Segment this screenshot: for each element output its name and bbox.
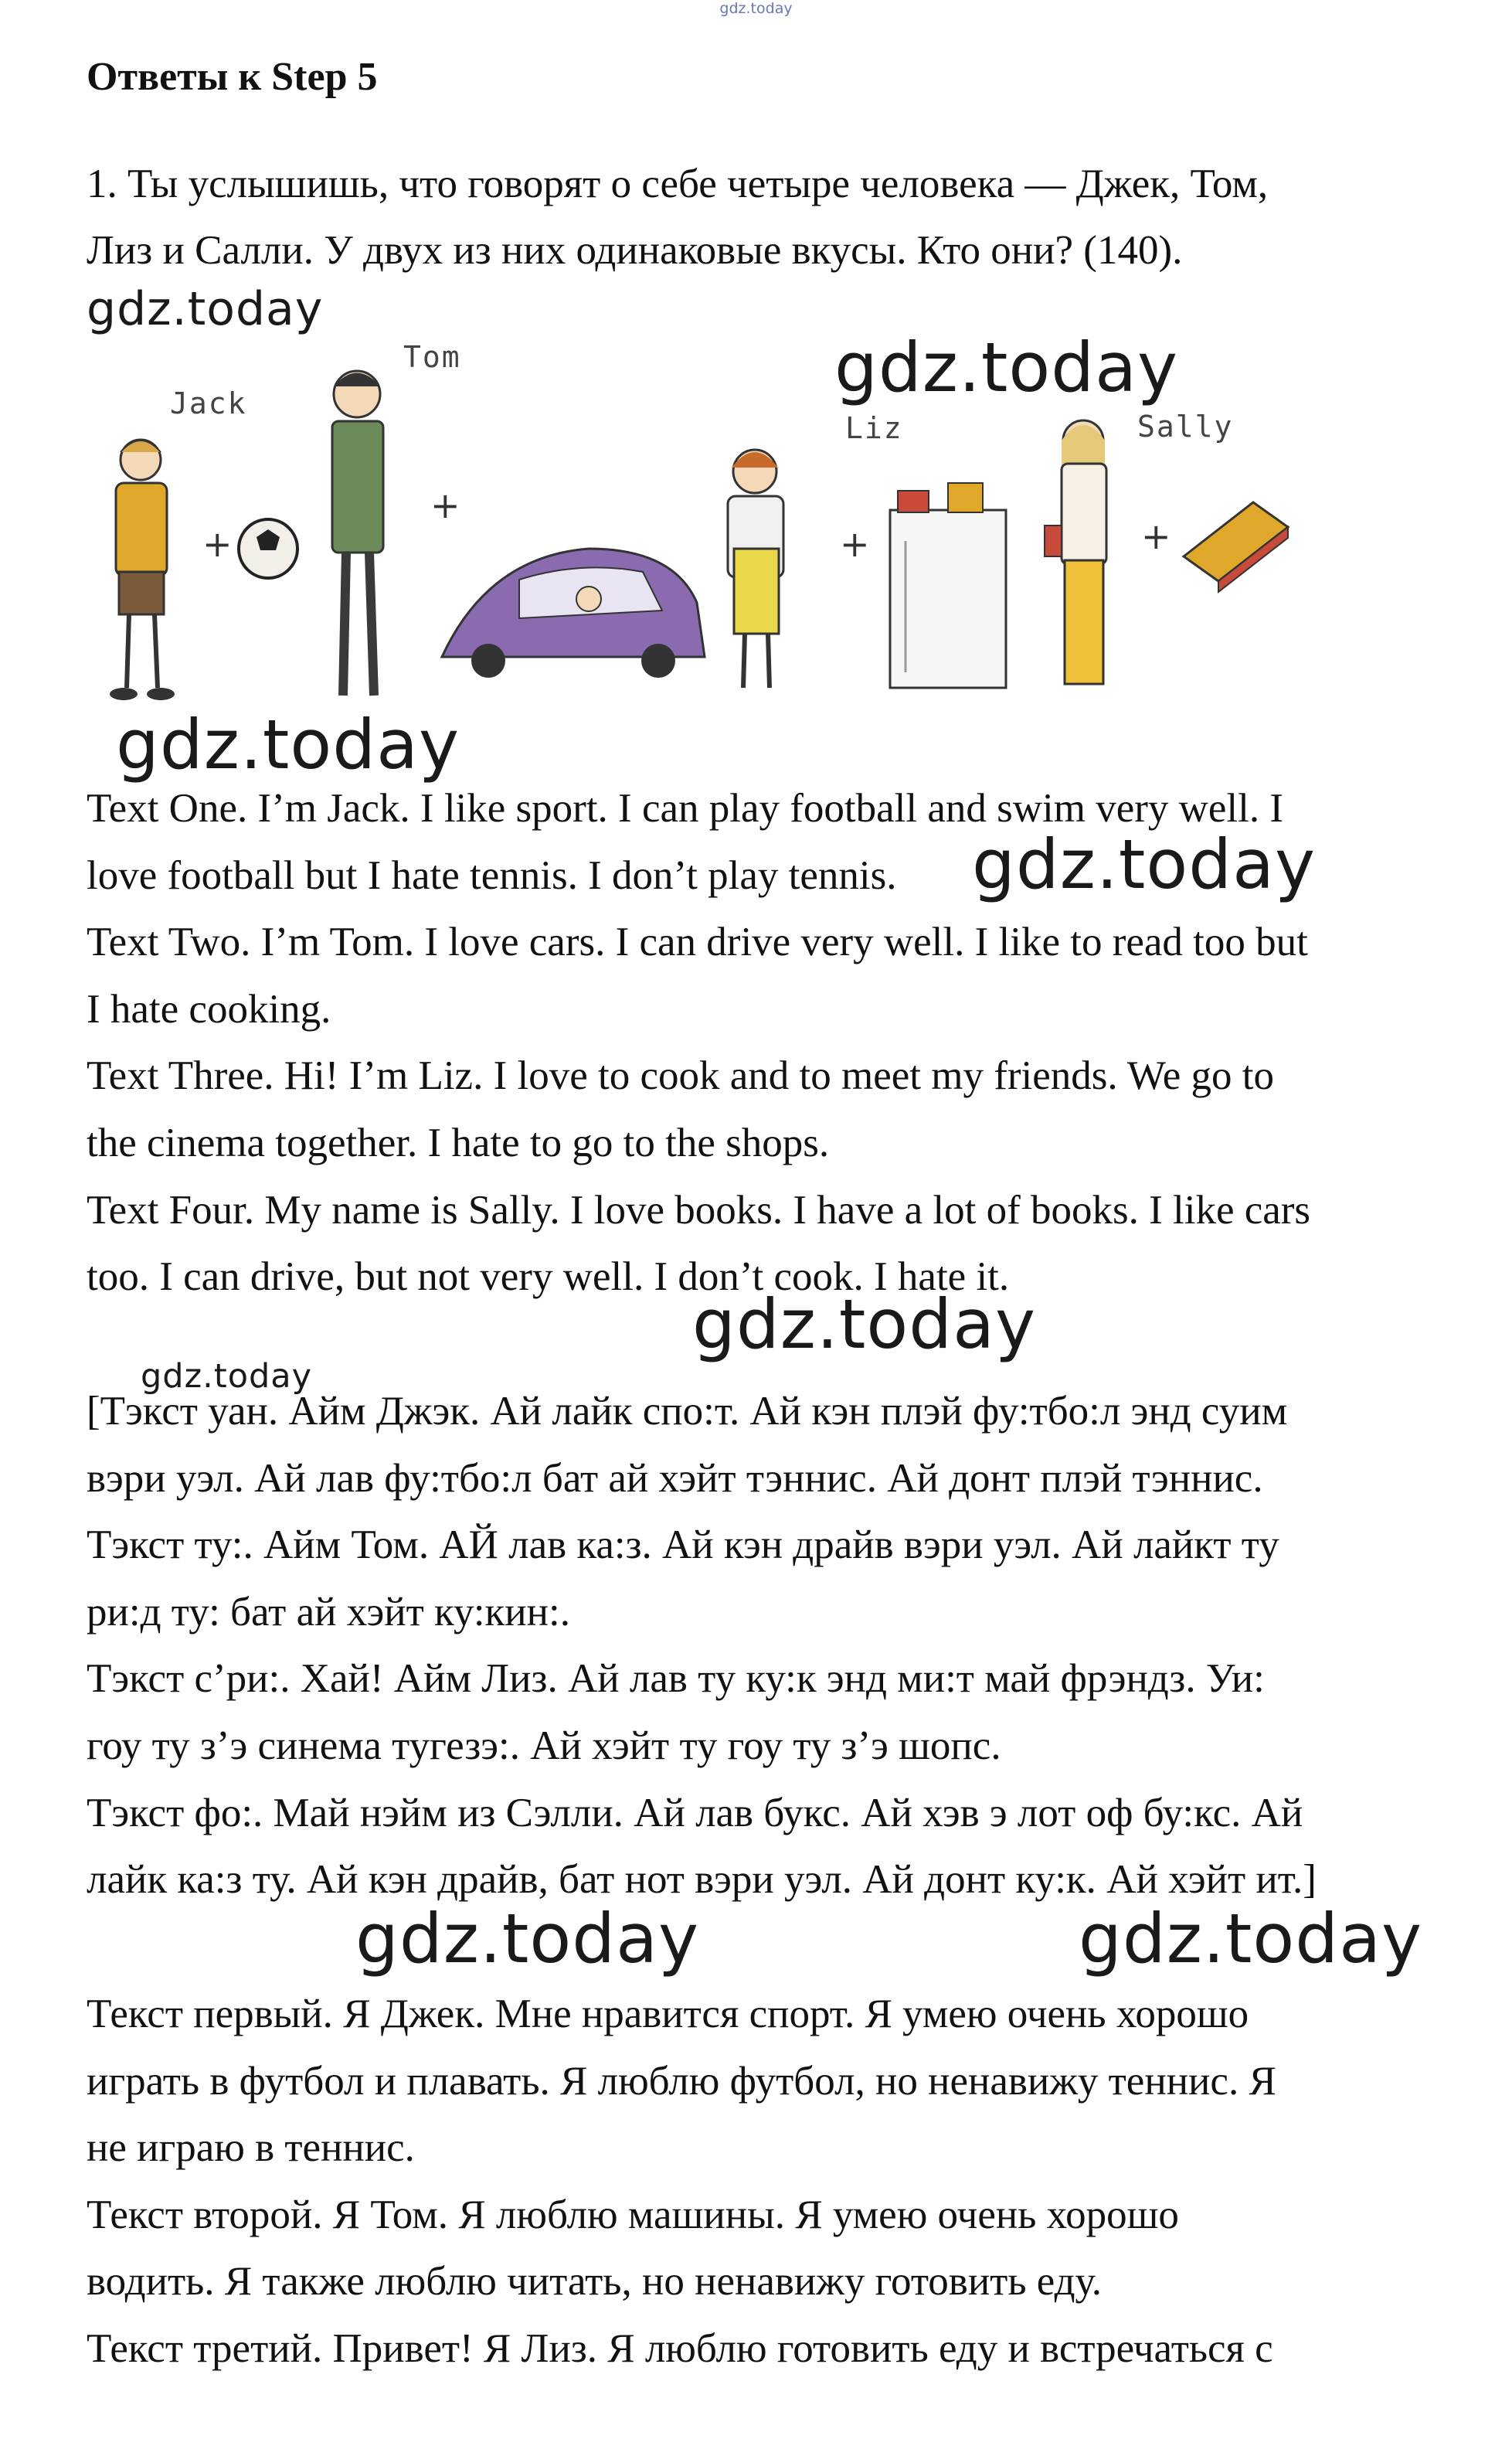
illustration xyxy=(87,325,1323,726)
transcription-line: Тэкст ту:. Айм Том. АЙ лав ка:з. Ай кэн драйв вэри уэл. Ай лайкт ту xyxy=(87,1522,1279,1567)
transcription-line: вэри уэл. Ай лав фу:тбо:л бат ай хэйт тэннис. Ай донт плэй тэннис. xyxy=(87,1456,1263,1501)
watermark: gdz.today xyxy=(87,282,324,336)
tom-figure xyxy=(332,371,383,696)
jack-figure xyxy=(110,440,175,700)
watermark: gdz.today xyxy=(141,1357,313,1396)
english-line: Text One. I’m Jack. I like sport. I can play football and swim very well. I xyxy=(87,786,1284,831)
watermark: gdz.today xyxy=(1079,1899,1423,1978)
transcription-line: [Тэкст уан. Айм Джэк. Ай лайк спо:т. Ай кэн плэй фу:тбо:л энд суим xyxy=(87,1389,1288,1434)
translation-line: Текст первый. Я Джек. Мне нравится спорт. Я умею очень хорошо xyxy=(87,1992,1249,2036)
plus-sign: + xyxy=(1141,515,1171,557)
illustration-drawing xyxy=(87,325,1323,726)
page-title: Ответы к Step 5 xyxy=(87,55,378,99)
translation-line: водить. Я также люблю читать, но ненавижу готовить еду. xyxy=(87,2259,1103,2304)
translation-line: не играю в теннис. xyxy=(87,2125,415,2170)
label-tom: Tom xyxy=(403,340,461,374)
plus-sign: + xyxy=(202,523,233,565)
car-icon xyxy=(442,549,705,678)
watermark: gdz.today xyxy=(355,1899,700,1978)
english-line: Text Two. I’m Tom. I love cars. I can drive very well. I like to read too but xyxy=(87,920,1308,964)
label-sally: Sally xyxy=(1137,410,1234,444)
plus-sign: + xyxy=(430,485,460,526)
book-icon xyxy=(1184,502,1288,592)
english-line: Text Four. My name is Sally. I love books. I have a lot of books. I like cars xyxy=(87,1188,1311,1233)
plus-sign: + xyxy=(840,523,870,565)
watermark: gdz.today xyxy=(116,705,460,784)
label-liz: Liz xyxy=(845,411,903,445)
cooker-icon xyxy=(890,483,1006,688)
task-line: Лиз и Салли. У двух из них одинаковые вкусы. Кто они? (140). xyxy=(87,228,1183,273)
watermark: gdz.today xyxy=(692,1284,1037,1364)
transcription-line: Тэкст с’ри:. Хай! Айм Лиз. Ай лав ту ку:к энд ми:т май фрэндз. Уи: xyxy=(87,1656,1265,1701)
translation-line: Текст второй. Я Том. Я люблю машины. Я умею очень хорошо xyxy=(87,2192,1179,2237)
english-line: too. I can drive, but not very well. I don’t cook. I hate it. xyxy=(87,1254,1010,1299)
watermark: gdz.today xyxy=(834,328,1179,407)
top-watermark: gdz.today xyxy=(719,0,793,17)
english-line: I hate cooking. xyxy=(87,987,331,1032)
english-line: Text Three. Hi! I’m Liz. I love to cook and to meet my friends. We go to xyxy=(87,1053,1274,1098)
transcription-line: лайк ка:з ту. Ай кэн драйв, бат нот вэри уэл. Ай донт ку:к. Ай хэйт ит.] xyxy=(87,1857,1317,1902)
translation-line: играть в футбол и плавать. Я люблю футбол, но ненавижу теннис. Я xyxy=(87,2059,1276,2104)
translation-line: Текст третий. Привет! Я Лиз. Я люблю готовить еду и встречаться с xyxy=(87,2326,1273,2371)
transcription-line: гоу ту з’э синема тугезэ:. Ай хэйт ту гоу ту з’э шопс. xyxy=(87,1723,1001,1768)
task-line: 1. Ты услышишь, что говорят о себе четыре человека — Джек, Том, xyxy=(87,162,1269,206)
transcription-line: ри:д ту: бат ай хэйт ку:кин:. xyxy=(87,1590,571,1635)
sally-figure xyxy=(1045,420,1106,684)
transcription-line: Тэкст фо:. Май нэйм из Сэлли. Ай лав букс. Ай хэв э лот оф бу:кс. Ай xyxy=(87,1791,1303,1835)
english-line: love football but I hate tennis. I don’t play tennis. xyxy=(87,853,897,898)
liz-figure xyxy=(728,450,783,688)
label-jack: Jack xyxy=(170,386,247,420)
english-line: the cinema together. I hate to go to the shops. xyxy=(87,1121,830,1165)
watermark: gdz.today xyxy=(972,825,1317,904)
